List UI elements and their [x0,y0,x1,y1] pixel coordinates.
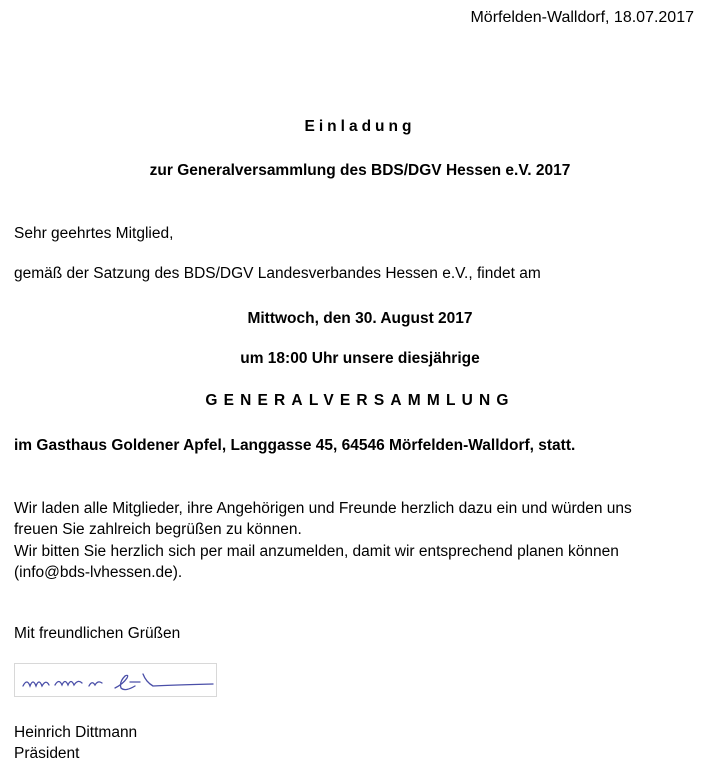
event-time: um 18:00 Uhr unsere diesjährige [240,350,480,367]
body-paragraph-1-line-1: Wir laden alle Mitglieder, ihre Angehörigen und Freunde herzlich dazu ein und würden uns [14,500,632,517]
body-paragraph-1-line-2: freuen Sie zahlreich begrüßen zu können. [14,521,302,538]
signer-name: Heinrich Dittmann [14,724,138,741]
event-location: im Gasthaus Goldener Apfel, Langgasse 45, 64546 Mörfelden-Walldorf, statt. [14,437,576,454]
event-name: GENERALVERSAMMLUNG [205,392,515,409]
event-date: Mittwoch, den 30. August 2017 [247,310,473,327]
intro-text: gemäß der Satzung des BDS/DGV Landesverbandes Hessen e.V., findet am [14,265,541,282]
salutation: Sehr geehrtes Mitglied, [14,225,174,242]
closing: Mit freundlichen Grüßen [14,625,181,642]
body-paragraph-2-line-2: (info@bds-lvhessen.de). [14,564,183,581]
document-subtitle: zur Generalversammlung des BDS/DGV Hessen e.V. 2017 [149,162,571,179]
signature [14,663,217,697]
body-paragraph-2-line-1: Wir bitten Sie herzlich sich per mail anzumelden, damit wir entsprechend planen können [14,543,619,560]
signature-scribble [15,664,218,698]
signer-title: Präsident [14,745,80,762]
place-date: Mörfelden-Walldorf, 18.07.2017 [470,9,694,26]
document-title: Einladung [304,118,416,135]
